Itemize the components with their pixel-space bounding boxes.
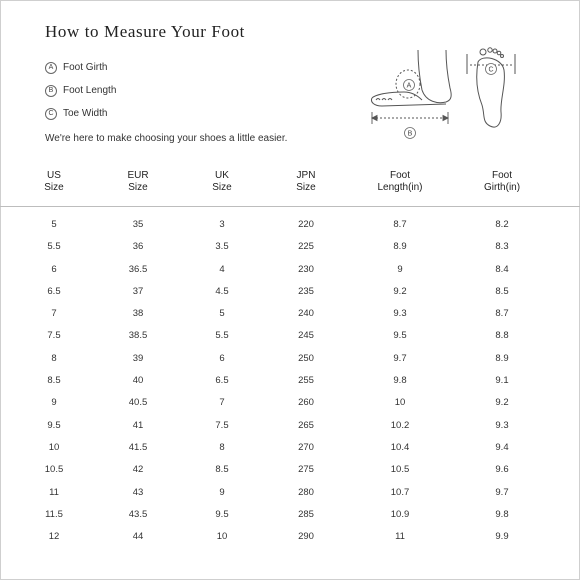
table-cell: 9.5 [215,508,229,520]
table-cell: 8 [51,352,57,364]
table-cell: 230 [298,263,314,275]
table-cell: 10.2 [390,419,410,431]
table-cell: 10 [394,397,406,409]
table-cell: 7.5 [47,330,61,342]
table-row [0,259,580,281]
table-cell: 8.7 [393,219,407,230]
header-eur-size: EUR Size [127,170,149,193]
table-row [0,214,580,236]
foot-measurement-illustration [360,40,540,155]
table-cell: 10 [48,441,60,453]
table-cell: 5.5 [215,330,229,342]
table-cell: 40 [132,375,144,387]
table-cell: 10.9 [390,508,410,520]
table-cell: 9.1 [495,375,509,387]
header-uk-size: UK Size [212,170,232,193]
table-cell: 11.5 [45,508,63,520]
table-cell: 9.8 [495,508,509,520]
header-us-size: US Size [44,170,64,193]
table-cell: 5 [51,219,57,230]
badge-b-icon: B [45,85,57,97]
table-cell: 10.7 [390,486,410,498]
legend-label: Toe Width [63,108,108,119]
length-arrow-icon [372,112,448,124]
table-cell: 44 [132,531,144,543]
table-cell: 240 [298,308,314,320]
table-cell: 280 [298,486,314,498]
table-cell: 290 [298,531,314,543]
table-cell: 275 [298,464,314,476]
table-cell: 6.5 [47,285,61,297]
table-cell: 10.4 [390,441,410,453]
table-cell: 8.5 [495,285,509,297]
measurement-legend [45,56,116,125]
table-cell: 260 [298,397,314,409]
table-cell: 9.9 [495,531,509,543]
badge-a-icon: A [45,62,57,74]
header-foot-girth: Foot Girth(in) [483,170,521,193]
table-cell: 11 [395,531,405,543]
table-cell: 7.5 [215,419,229,431]
table-row [0,236,580,258]
table-cell: 38 [132,308,144,320]
table-row [0,482,580,504]
table-cell: 12 [48,531,60,543]
table-cell: 37 [132,285,144,297]
table-cell: 9.3 [495,419,509,431]
table-cell: 36.5 [128,263,148,275]
table-cell: 41 [132,419,144,431]
table-cell: 8.5 [47,375,61,387]
table-cell: 3 [219,219,225,230]
table-row [0,303,580,325]
table-cell: 9.5 [47,419,61,431]
foot-sole-view-icon [467,48,515,127]
table-cell: 40.5 [128,397,148,409]
table-row [0,437,580,459]
table-cell: 235 [298,285,314,297]
table-cell: 9 [51,397,57,409]
table-cell: 255 [298,375,314,387]
header-foot-length: Foot Length(in) [377,170,423,193]
badge-c-icon: C [45,108,57,120]
table-cell: 9.2 [393,285,407,297]
table-row [0,325,580,347]
table-cell: 245 [298,330,314,342]
table-cell: 39 [132,352,144,364]
size-table-header [0,170,580,207]
table-row [0,504,580,526]
table-cell: 41.5 [128,441,148,453]
table-cell: 10 [216,531,228,543]
foot-side-view-icon [371,50,451,106]
table-cell: 8.5 [215,464,229,476]
table-cell: 9.7 [495,486,509,498]
table-cell: 5.5 [47,241,61,253]
table-cell: 5 [219,308,225,320]
table-cell: 9 [397,263,403,275]
size-table-body [0,214,580,548]
table-row [0,370,580,392]
table-cell: 225 [298,241,314,253]
header-jpn-size: JPN Size [296,170,316,193]
legend-item-toe-width [45,102,116,125]
table-cell: 8.2 [495,219,509,230]
table-cell: 43 [132,486,144,498]
table-cell: 8.9 [495,352,509,364]
table-cell: 42 [132,464,144,476]
table-cell: 265 [298,419,314,431]
table-cell: 11 [49,486,59,498]
table-cell: 43.5 [128,508,148,520]
table-cell: 6 [51,263,57,275]
table-cell: 7 [219,397,225,409]
table-cell: 8 [219,441,225,453]
table-cell: 4.5 [215,285,229,297]
table-cell: 9.2 [495,397,509,409]
table-cell: 9 [219,486,225,498]
table-cell: 9.3 [393,308,407,320]
table-cell: 36 [132,241,144,253]
table-row [0,415,580,437]
table-cell: 9.5 [393,330,407,342]
tagline: We're here to make choosing your shoes a little easier. [45,133,288,144]
table-cell: 8.8 [495,330,509,342]
table-cell: 4 [219,263,225,275]
page-title: How to Measure Your Foot [45,22,245,41]
badge-b-marker [405,128,416,139]
table-cell: 9.7 [393,352,407,364]
table-cell: 250 [298,352,314,364]
legend-item-foot-length [45,79,116,102]
svg-text:B: B [407,130,413,138]
legend-label: Foot Length [63,85,117,96]
badge-a-marker [404,80,415,91]
table-cell: 35 [132,219,144,230]
table-cell: 38.5 [128,330,148,342]
table-cell: 7 [51,308,57,320]
legend-label: Foot Girth [63,62,108,73]
table-cell: 8.7 [495,308,509,320]
table-cell: 6.5 [215,375,229,387]
table-row [0,281,580,303]
table-row [0,392,580,414]
table-cell: 8.4 [495,263,509,275]
table-cell: 8.9 [393,241,407,253]
svg-text:C: C [488,66,494,74]
table-cell: 270 [298,441,314,453]
table-cell: 9.6 [495,464,509,476]
table-cell: 10.5 [44,464,64,476]
table-cell: 220 [298,219,314,230]
table-cell: 9.4 [495,441,509,453]
legend-item-foot-girth [45,56,116,79]
table-row [0,459,580,481]
table-cell: 285 [298,508,314,520]
svg-text:A: A [406,82,412,90]
table-cell: 3.5 [215,241,229,253]
table-cell: 9.8 [393,375,407,387]
table-cell: 6 [219,352,225,364]
table-row [0,348,580,370]
badge-c-marker [486,64,497,75]
table-cell: 8.3 [495,241,509,253]
table-row [0,526,580,548]
table-cell: 10.5 [390,464,410,476]
